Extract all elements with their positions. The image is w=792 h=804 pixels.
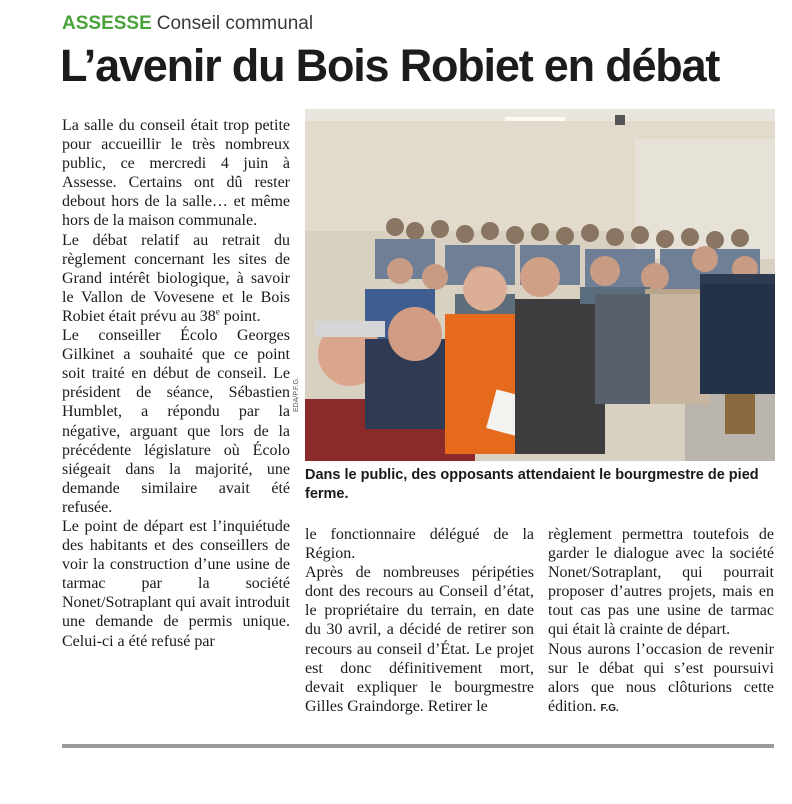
section-kicker <box>62 12 313 36</box>
paragraph: Le conseiller Écolo Georges Gilkinet a souhaité que ce point soit traité en début de conseil. Le président de séance, Sébastien Humblet, a répondu par la négative, arguant que lors de la précédente législature où Écolo siégeait dans la majorité, une demande similaire avait été refusée. <box>62 327 290 516</box>
author-signature: F.G. <box>600 702 619 714</box>
section-label: Conseil communal <box>156 13 314 34</box>
headline: L’avenir du Bois Robiet en débat <box>60 40 720 91</box>
paragraph: Nous aurons l’occasion de revenir sur le débat qui s’est poursuivi alors que nous clôturions cette édition. F.G. <box>548 640 774 715</box>
paragraph: Après de nombreuses péripéties dont des recours au Conseil d’état, le propriétaire du terrain, en date du 30 avril, a décidé de retirer son recours au conseil d’État. Le projet est donc définitivement mort, devait expliquer le bourgmestre Gilles Graindorge. Retirer le <box>305 564 534 715</box>
paragraph: règlement permettra toutefois de garder le dialogue avec la société Nonet/Sotraplant, qui pourrait proposer d’autres projets, mais en tout cas pas une usine de tarmac qui était là crainte de départ. <box>548 526 774 639</box>
article-column-3 <box>548 525 774 718</box>
paragraph: Le point de départ est l’inquiétude des habitants et des conseillers de voir la construction d’une usine de tarmac par la société Nonet/Sotraplant qui avait introduit une demande de permis unique. Celui-ci a été refusé par <box>62 517 290 650</box>
article-column-1 <box>62 116 290 651</box>
photo-caption: Dans le public, des opposants attendaient le bourgmestre de pied ferme. <box>305 467 759 502</box>
paragraph: le fonctionnaire délégué de la Région. <box>305 526 534 563</box>
paragraph: Le débat relatif au retrait du règlement concernant les sites de Grand intérêt biologique, à savoir le Vallon de Vovesene et le Bois Robiet était prévu au 38e point. <box>62 231 290 325</box>
bottom-rule <box>62 744 774 748</box>
location-label: ASSESSE <box>62 13 152 34</box>
article-photo <box>305 109 775 461</box>
paragraph: La salle du conseil était trop petite pour accueillir le très nombreux public, ce mercredi 4 juin à Assesse. Certains ont dû rester debout hors de la salle… et même hors de la maison communale. <box>62 117 290 230</box>
photo-credit: EDA/P.F.G. <box>293 377 300 412</box>
ordinal-superscript: e <box>215 306 220 317</box>
article-column-2 <box>305 525 534 716</box>
